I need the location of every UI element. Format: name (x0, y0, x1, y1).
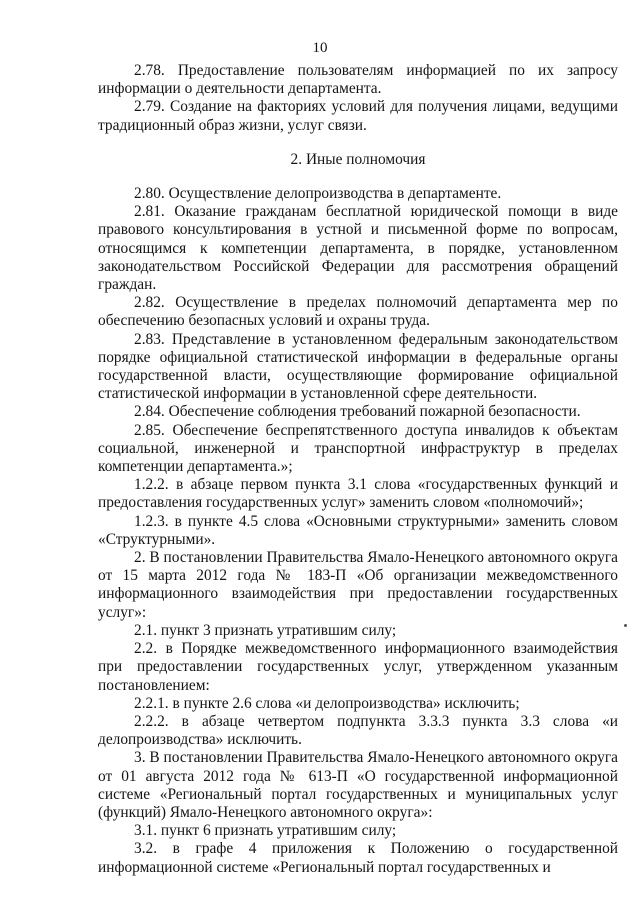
paragraph-3: 3. В постановлении Правительства Ямало-Ненецкого автономного округа от 01 августа 2012 года № 613-П «О государственной информационной системе «Региональный портал государственных и муниципальных услуг (функций) Ямало-Ненецкого автономного округа»: (98, 749, 618, 821)
document-body (98, 62, 618, 877)
paragraph-2-79: 2.79. Создание на факториях условий для получения лицами, ведущими традиционный образ жизни, услуг связи. (98, 98, 618, 134)
paragraph-2-82: 2.82. Осуществление в пределах полномочий департамента мер по обеспечению безопасных условий и охраны труда. (98, 294, 618, 330)
paragraph-2-84: 2.84. Обеспечение соблюдения требований пожарной безопасности. (134, 403, 581, 421)
paragraph-2-2: 2.2. в Порядке межведомственного информационного взаимодействия при предоставлении государственных услуг, утвержденном указанным постановлением: (98, 640, 618, 694)
paragraph-2-2-2: 2.2.2. в абзаце четвертом подпункта 3.3.3 пункта 3.3 слова «и делопроизводства» исключить. (98, 712, 618, 749)
paragraph-3-2: 3.2. в графе 4 приложения к Положению о государственной информационной системе «Региональный портал государственных и (98, 840, 618, 876)
paragraph-2-1: 2.1. пункт 3 признать утратившим силу; (134, 621, 397, 639)
paragraph-2-83: 2.83. Представление в установленном федеральным законодательством порядке официальной статистической информации в федеральные органы государственной власти, осуществляющие формирование официальной статистической информации в установленной сфере деятельности. (98, 330, 618, 403)
scan-speck (624, 624, 627, 627)
section-heading: 2. Иные полномочия (290, 150, 426, 168)
paragraph-2-85: 2.85. Обеспечение беспрепятственного доступа инвалидов к объектам социальной, инженерной и транспортной инфраструктур в пределах компетенции департамента.»; (98, 421, 618, 476)
page-number: 10 (312, 40, 328, 56)
paragraph-1-2-2: 1.2.2. в абзаце первом пункта 3.1 слова «государственных функций и предоставления государственных услуг» заменить словом «полномочий»; (98, 476, 618, 512)
paragraph-2-80: 2.80. Осуществление делопроизводства в департаменте. (134, 185, 502, 203)
paragraph-2-2-1: 2.2.1. в пункте 2.6 слова «и делопроизводства» исключить; (134, 694, 520, 712)
paragraph-2-78: 2.78. Предоставление пользователям информацией по их запросу информации о деятельности департамента. (98, 62, 618, 98)
paragraph-3-1: 3.1. пункт 6 признать утратившим силу; (134, 822, 397, 840)
paragraph-2: 2. В постановлении Правительства Ямало-Ненецкого автономного округа от 15 марта 2012 года № 183-П «Об организации межведомственного информационного взаимодействия при предоставлении государственных услуг»: (98, 549, 618, 621)
paragraph-1-2-3: 1.2.3. в пункте 4.5 слова «Основными структурными» заменить словом «Структурными». (98, 512, 618, 548)
paragraph-2-81: 2.81. Оказание гражданам бесплатной юридической помощи в виде правового консультирования в устной и письменной форме по вопросам, относящимся к компетенции департамента, в порядке, установленном законодательством Российской Федерации для рассмотрения обращений граждан. (98, 203, 618, 294)
